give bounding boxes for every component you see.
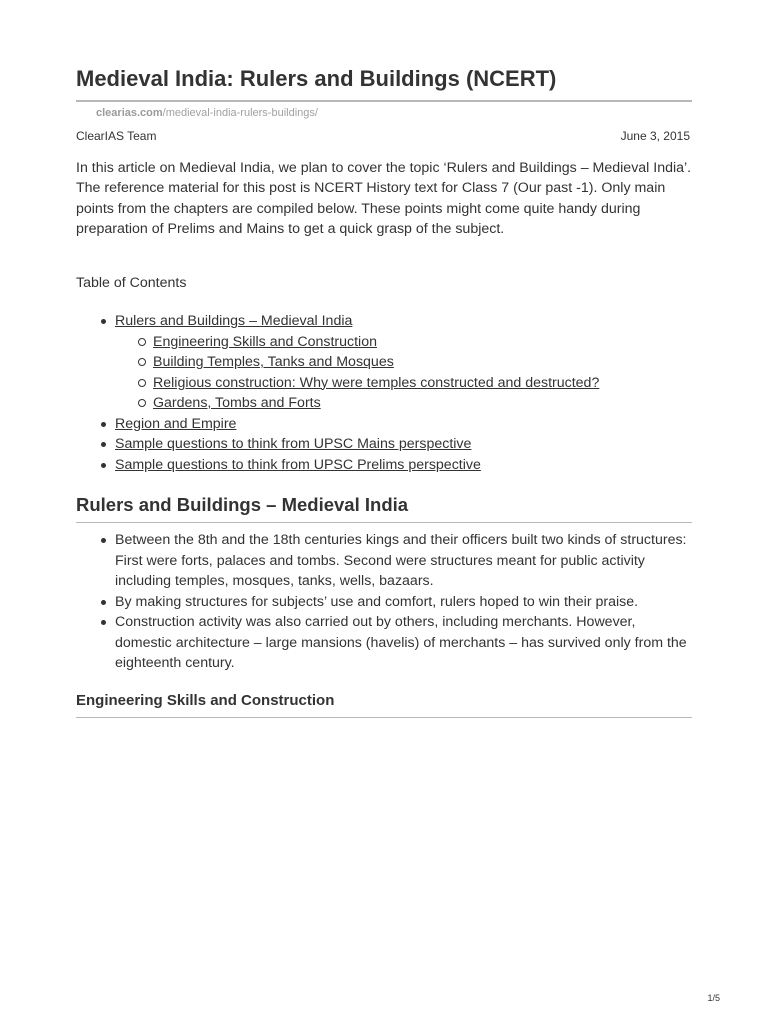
toc-item [76, 455, 692, 476]
toc-link-prelims-questions[interactable]: Sample questions to think from UPSC Prelims perspective [115, 456, 481, 473]
toc-heading: Table of Contents [76, 275, 187, 291]
toc-link-engineering[interactable]: Engineering Skills and Construction [153, 333, 377, 350]
table-of-contents [76, 311, 692, 475]
page-number: 1/5 [707, 993, 720, 1003]
bullet-item: Construction activity was also carried out by others, including merchants. However, domestic architecture – large mansions (havelis) of merchants – has survived only from the eighteenth century. [76, 612, 692, 674]
subsection-divider [76, 717, 692, 718]
publish-date: June 3, 2015 [620, 129, 690, 143]
bullet-item: Between the 8th and the 18th centuries kings and their officers built two kinds of structures: First were forts, palaces and tombs. Second were structures meant for public activity including temples, mosques, tanks, wells, bazaars. [76, 530, 692, 592]
toc-sublist [115, 332, 692, 414]
toc-link-religious-construction[interactable]: Religious construction: Why were temples constructed and destructed? [153, 374, 600, 391]
toc-link-gardens-tombs[interactable]: Gardens, Tombs and Forts [153, 395, 321, 411]
page-title: Medieval India: Rulers and Buildings (NCERT) [76, 66, 557, 91]
toc-link-region-empire[interactable]: Region and Empire [115, 415, 237, 432]
section-divider [76, 522, 692, 523]
section-bullet-list [76, 530, 692, 674]
subsection-heading: Engineering Skills and Construction [76, 692, 335, 709]
source-path: /medieval-india-rulers-buildings/ [162, 107, 318, 119]
toc-link-temples-tanks[interactable]: Building Temples, Tanks and Mosques [153, 354, 394, 370]
toc-item [76, 434, 692, 455]
source-url[interactable] [96, 107, 318, 119]
bullet-item: By making structures for subjects’ use and comfort, rulers hoped to win their praise. [76, 592, 692, 613]
toc-item [76, 311, 692, 414]
source-domain: clearias.com [96, 107, 163, 119]
section-heading: Rulers and Buildings – Medieval India [76, 494, 409, 515]
toc-link-rulers-buildings[interactable]: Rulers and Buildings – Medieval India [115, 313, 353, 329]
toc-subitem [115, 332, 692, 353]
toc-subitem [115, 352, 692, 373]
toc-subitem [115, 393, 692, 414]
toc-link-mains-questions[interactable]: Sample questions to think from UPSC Mains perspective [115, 436, 472, 452]
intro-paragraph: In this article on Medieval India, we plan to cover the topic ‘Rulers and Buildings – Medieval India’. The reference material for this post is NCERT History text for Class 7 (Our past -1). Only main points from the chapters are compiled below. These points might come quite handy during preparation of Prelims and Mains to get a quick grasp of the subject. [76, 160, 692, 237]
toc-subitem [115, 373, 692, 394]
toc-item [76, 414, 692, 435]
title-divider [76, 100, 692, 102]
author-name: ClearIAS Team [76, 129, 157, 143]
